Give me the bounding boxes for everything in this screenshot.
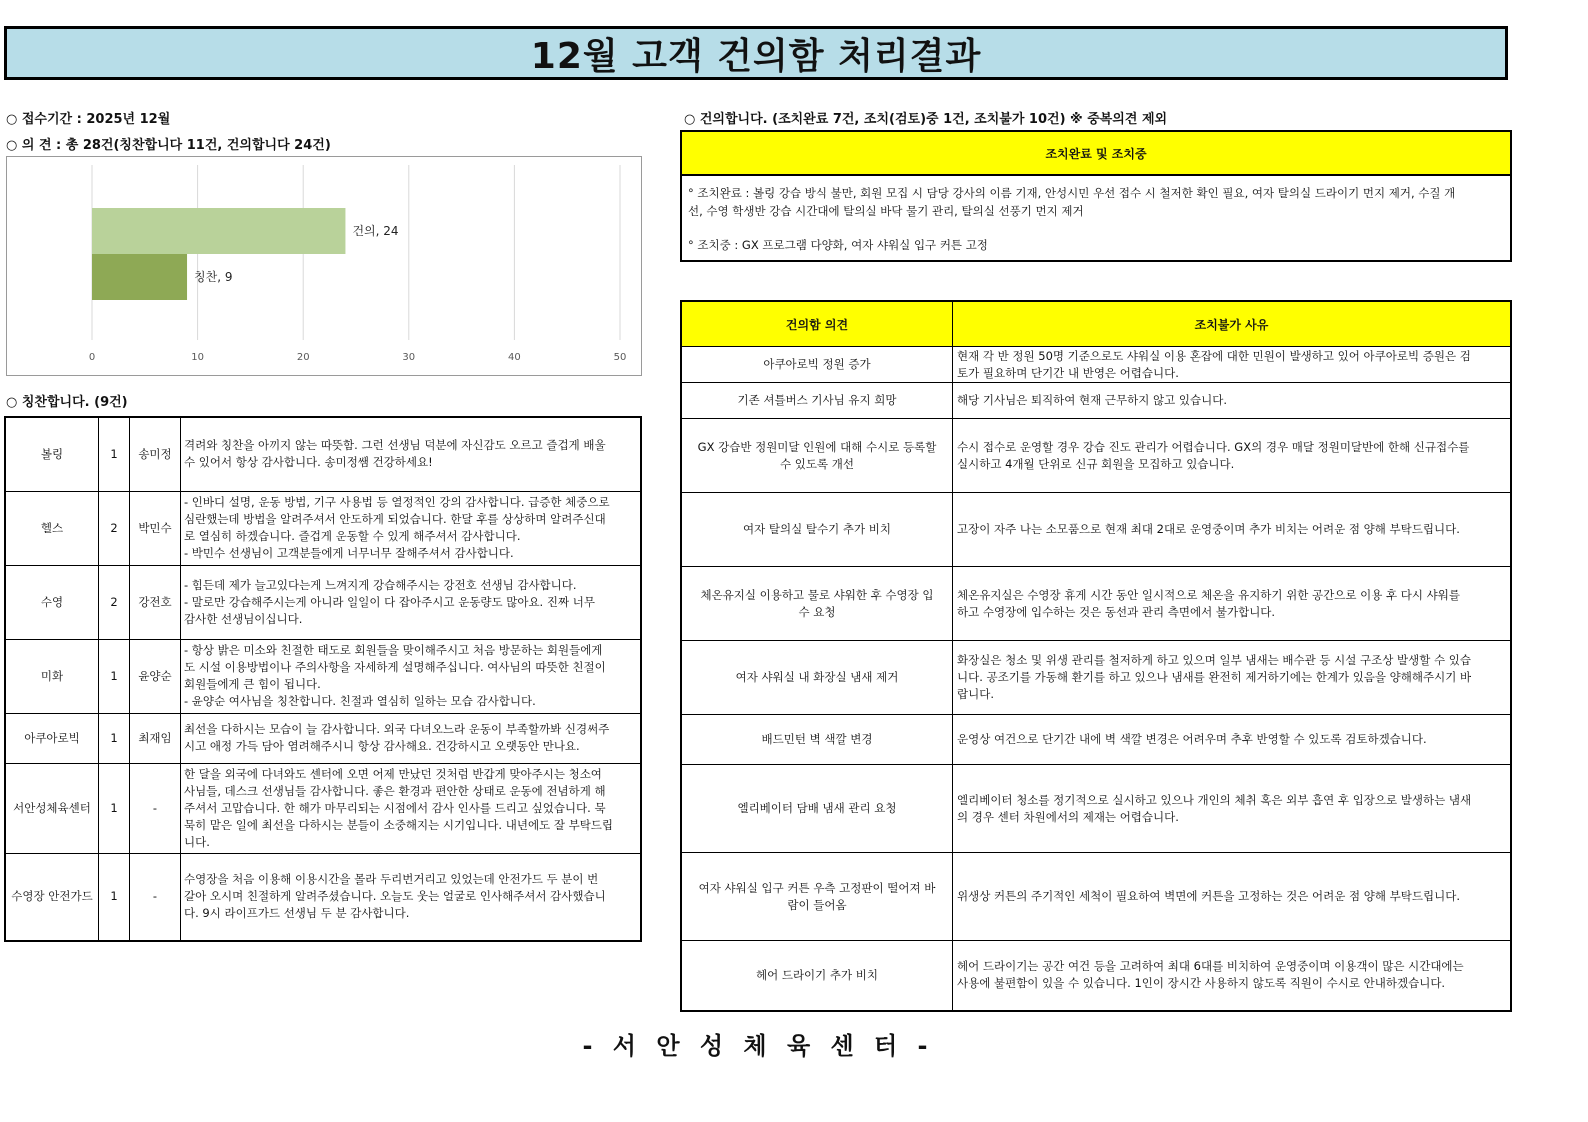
text-line: 화장실은 청소 및 위생 관리를 철저하게 하고 있으며 일부 냄새는 배수관 등 시설 구조상 발생할 수 있습 [957, 653, 1471, 667]
suggest-heading: ○ 건의합니다. (조치완료 7건, 조치(검토)중 1건, 조치불가 10건) ※ 중복의견 제외 [684, 112, 1168, 127]
praise-dept: 아쿠아로빅 [5, 713, 99, 763]
praise-comment [181, 763, 642, 853]
praise-name: - [130, 763, 181, 853]
rejection-row [681, 715, 1511, 765]
x-tick-label: 20 [296, 352, 310, 363]
text-line: 실시하고 4개월 단위로 신규 회원을 모집하고 있습니다. [957, 456, 1235, 471]
rejection-opinion [681, 941, 953, 1011]
praise-row [5, 639, 641, 713]
x-tick-label: 0 [88, 352, 96, 363]
rejection-opinion [681, 383, 953, 419]
praise-row [5, 853, 641, 941]
rejection-opinion [681, 641, 953, 715]
text-line: 감사한 선생님이십니다. [184, 611, 303, 626]
rejection-header-row [681, 301, 1511, 347]
praise-dept: 볼링 [5, 417, 99, 491]
text-line: - 윤양순 여사님을 칭찬합니다. 친절과 열심히 일하는 모습 감사합니다. [184, 694, 536, 708]
text-line: 하고 수영장에 입수하는 것은 동선과 관리 측면에서 불가합니다. [957, 604, 1276, 619]
praise-heading: ○ 칭찬합니다. (9건) [6, 395, 128, 410]
praise-row [5, 763, 641, 853]
text-line: 토가 필요하며 단기간 내 반영은 어렵습니다. [957, 365, 1179, 380]
text-line: 체온유지실은 수영장 휴게 시간 동안 일시적으로 체온을 유지하기 위한 공간으로 이용 후 다시 샤워를 [957, 587, 1460, 602]
text-line: 시고 애정 가득 담아 염려해주시니 항상 감사해요. 건강하시고 오랫동안 만나요. [184, 739, 580, 753]
text-line: 심란했는데 방법을 알려주셔서 안도하게 되었습니다. 한달 후를 상상하며 알려주신대 [184, 512, 606, 526]
x-tick-label: 40 [508, 352, 521, 363]
action-complete-header: 조치완료 및 조치중 [682, 132, 1510, 176]
rejection-row [681, 493, 1511, 567]
rejection-row [681, 419, 1511, 493]
opinion-chart [6, 156, 642, 376]
data-label: 건의, 24 [352, 224, 399, 238]
praise-dept: 헬스 [5, 491, 99, 565]
x-tick-label: 50 [613, 352, 627, 363]
text-line: 사용에 불편함이 있을 수 있습니다. 1인이 장시간 사용하지 않도록 직원이 수시로 안내하겠습니다. [957, 976, 1446, 991]
text-line: 니다. [184, 834, 210, 849]
praise-comment [181, 565, 642, 639]
x-tick-label: 30 [402, 352, 416, 363]
opinion-total-info: ○ 의 견 : 총 28건(칭찬합니다 11건, 건의합니다 24건) [6, 138, 331, 153]
text-line: 갈아 오시며 친절하게 알려주셨습니다. 오늘도 웃는 얼굴로 인사해주셔서 감사했습니 [184, 889, 606, 904]
praise-row [5, 417, 641, 491]
text-line: 니다. 공조기를 가동해 환기를 하고 있으나 냄새를 완전히 제거하기에는 한계가 있음을 양해해주시기 바 [957, 670, 1472, 684]
text-line: 랍니다. [957, 687, 994, 701]
reason-column-header: 조치불가 사유 [953, 301, 1512, 347]
text-line: GX 강습반 정원미달 인원에 대해 수시로 등록할 [697, 439, 937, 454]
x-tick-label: 10 [191, 352, 204, 363]
rejection-row [681, 567, 1511, 641]
praise-comment [181, 491, 642, 565]
rejection-reason [953, 567, 1512, 641]
praise-row [5, 565, 641, 639]
data-label: 칭찬, 9 [194, 270, 233, 284]
action-complete-text: ° 조치완료 : 볼링 강습 방식 불만, 회원 모집 시 담당 강사의 이름 기재, 안성시민 우선 접수 시 철저한 확인 필요, 여자 탈의실 드라이기 먼지 제거, 수질 개 [688, 186, 1456, 200]
text-line: 여자 샤워실 내 화장실 냄새 제거 [735, 670, 899, 684]
rejection-row [681, 383, 1511, 419]
text-line: 고장이 자주 나는 소모품으로 현재 최대 2대로 운영중이며 추가 비치는 어려운 점 양해 부탁드립니다. [957, 522, 1460, 536]
text-line: - 박민수 선생님이 고객분들에게 너무너무 잘해주셔서 감사합니다. [184, 546, 514, 560]
rejection-opinion [681, 347, 953, 383]
rejection-reason [953, 941, 1512, 1011]
rejection-reason [953, 715, 1512, 765]
text-line: 회원들에게 큰 힘이 됩니다. [184, 677, 321, 691]
rejection-opinion [681, 853, 953, 941]
praise-count: 2 [99, 491, 130, 565]
rejection-reason [953, 493, 1512, 567]
rejection-reason [953, 765, 1512, 853]
text-line: 헤어 드라이기 추가 비치 [755, 967, 879, 982]
praise-row [5, 713, 641, 763]
praise-name: 강전호 [130, 565, 181, 639]
text-line: 위생상 커튼의 주기적인 세척이 필요하여 벽면에 커튼을 고정하는 것은 어려운 점 양해 부탁드립니다. [957, 889, 1460, 903]
action-complete-text: 선, 수영 학생반 강습 시간대에 탈의실 바닥 물기 관리, 탈의실 선풍기 먼지 제거 [688, 204, 1084, 218]
rejection-reason [953, 853, 1512, 941]
opinion-bar-chart [7, 157, 641, 375]
text-line: 운영상 여건으로 단기간 내에 벽 색깔 변경은 어려우며 추후 반영할 수 있도록 검토하겠습니다. [957, 732, 1427, 746]
text-line: 최선을 다하시는 모습이 늘 감사합니다. 외국 다녀오느라 운동이 부족할까봐 신경써주 [184, 722, 610, 736]
praise-name: 박민수 [130, 491, 181, 565]
bar-0 [92, 208, 345, 254]
period-info: ○ 접수기간 : 2025년 12월 [6, 112, 171, 127]
text-line: 기존 셔틀버스 기사님 유지 희망 [737, 393, 897, 407]
text-line: 묵히 맡은 일에 최선을 다하시는 분들이 소중해지는 시기입니다. 내년에도 잘 부탁드립 [184, 817, 614, 832]
praise-name: - [130, 853, 181, 941]
praise-count: 1 [99, 639, 130, 713]
text-line: 로 열심히 하겠습니다. 즐겁게 운동할 수 있게 해주셔서 감사합니다. [184, 529, 521, 543]
rejection-row [681, 765, 1511, 853]
text-line: 아쿠아로빅 정원 증가 [763, 357, 871, 371]
text-line: 체온유지실 이용하고 물로 샤워한 후 수영장 입 [700, 587, 934, 602]
opinion-column-header: 건의함 의견 [681, 301, 953, 347]
rejection-opinion [681, 493, 953, 567]
page-title: 12월 고객 건의함 처리결과 [530, 35, 982, 77]
rejection-table [680, 300, 1512, 1012]
text-line: 헤어 드라이기는 공간 여건 등을 고려하여 최대 6대를 비치하여 운영중이며 이용객이 많은 시간대에는 [957, 959, 1464, 974]
praise-comment [181, 713, 642, 763]
praise-dept: 수영 [5, 565, 99, 639]
text-line: 여자 샤워실 입구 커튼 우측 고정판이 떨어져 바 [698, 880, 936, 895]
text-line: 주셔서 고맙습니다. 한 해가 마무리되는 시점에서 감사 인사를 드리고 싶었습니다. 묵 [184, 800, 606, 815]
text-line: 현재 각 반 정원 50명 기준으로도 샤워실 이용 혼잡에 대한 민원이 발생하고 있어 아쿠아로빅 증원은 검 [957, 348, 1471, 363]
action-complete-box [680, 130, 1512, 262]
rejection-reason [953, 641, 1512, 715]
text-line: 의 경우 센터 차원에서의 제재는 어렵습니다. [957, 809, 1179, 824]
text-line: 도 시설 이용방법이나 주의사항을 자세하게 설명해주십니다. 여사님의 따뜻한 친절이 [184, 660, 606, 674]
text-line: - 인바디 설명, 운동 방법, 기구 사용법 등 열정적인 강의 감사합니다. 급증한 체중으로 [184, 495, 610, 509]
rejection-opinion [681, 567, 953, 641]
praise-name: 송미정 [130, 417, 181, 491]
praise-row [5, 491, 641, 565]
text-line: 한 달을 외국에 다녀와도 센터에 오면 어제 만났던 것처럼 반갑게 맞아주시는 청소여 [184, 766, 602, 781]
text-line: 수영장을 처음 이용해 이용시간을 몰라 두리번거리고 있었는데 안전가드 두 분이 번 [184, 872, 599, 887]
rejection-row [681, 853, 1511, 941]
text-line: 다. 9시 라이프가드 선생님 두 분 감사합니다. [184, 906, 410, 921]
footer-center-name: - 서 안 성 체 육 센 터 - [582, 1032, 934, 1060]
rejection-row [681, 941, 1511, 1011]
praise-comment [181, 853, 642, 941]
praise-count: 1 [99, 713, 130, 763]
rejection-opinion [681, 419, 953, 493]
text-line: 수 있어서 항상 감사합니다. 송미정쌤 건강하세요! [184, 455, 433, 470]
rejection-opinion [681, 765, 953, 853]
bar-1 [92, 254, 187, 300]
text-line: 엘리베이터 청소를 정기적으로 실시하고 있으나 개인의 체취 혹은 외부 흡연 후 입장으로 발생하는 냄새 [957, 792, 1472, 807]
text-line: 사님들, 데스크 선생님들 감사합니다. 좋은 환경과 편안한 상태로 운동에 전념하게 해 [184, 783, 606, 798]
text-line: - 항상 밝은 미소와 친절한 태도로 회원들을 맞이해주시고 처음 방문하는 회원들에게 [184, 643, 603, 657]
praise-dept: 미화 [5, 639, 99, 713]
praise-name: 윤양순 [130, 639, 181, 713]
rejection-reason [953, 347, 1512, 383]
praise-count: 1 [99, 417, 130, 491]
praise-dept: 수영장 안전가드 [5, 853, 99, 941]
praise-name: 최재임 [130, 713, 181, 763]
rejection-opinion [681, 715, 953, 765]
text-line: 람이 들어옴 [787, 897, 847, 912]
rejection-row [681, 347, 1511, 383]
text-line: 배드민턴 벽 색깔 변경 [761, 732, 873, 746]
text-line: 수 있도록 개선 [780, 456, 854, 471]
praise-comment [181, 417, 642, 491]
rejection-row [681, 641, 1511, 715]
praise-dept: 서안성체육센터 [5, 763, 99, 853]
in-progress-text: ° 조치중 : GX 프로그램 다양화, 여자 샤워실 입구 커튼 고정 [688, 238, 988, 252]
text-line: - 힘든데 제가 늘고있다는게 느껴지게 강습해주시는 강전호 선생님 감사합니다. [184, 577, 577, 592]
praise-table [4, 416, 642, 942]
text-line: 해당 기사님은 퇴직하여 현재 근무하지 않고 있습니다. [957, 393, 1227, 407]
praise-count: 2 [99, 565, 130, 639]
text-line: - 말로만 강습해주시는게 아니라 일일이 다 잡아주시고 운동량도 많아요. 진짜 너무 [184, 594, 595, 609]
text-line: 여자 탈의실 탈수기 추가 비치 [743, 522, 891, 536]
text-line: 수시 접수로 운영할 경우 강습 진도 관리가 어렵습니다. GX의 경우 매달 정원미달반에 한해 신규접수를 [957, 439, 1470, 454]
title-banner [4, 26, 1508, 80]
text-line: 격려와 칭찬을 아끼지 않는 따뜻함. 그런 선생님 덕분에 자신감도 오르고 즐겁게 배울 [184, 438, 606, 453]
rejection-reason [953, 383, 1512, 419]
praise-comment [181, 639, 642, 713]
rejection-reason [953, 419, 1512, 493]
praise-count: 1 [99, 763, 130, 853]
praise-count: 1 [99, 853, 130, 941]
text-line: 수 요청 [798, 604, 836, 619]
text-line: 엘리베이터 담배 냄새 관리 요청 [737, 801, 897, 815]
